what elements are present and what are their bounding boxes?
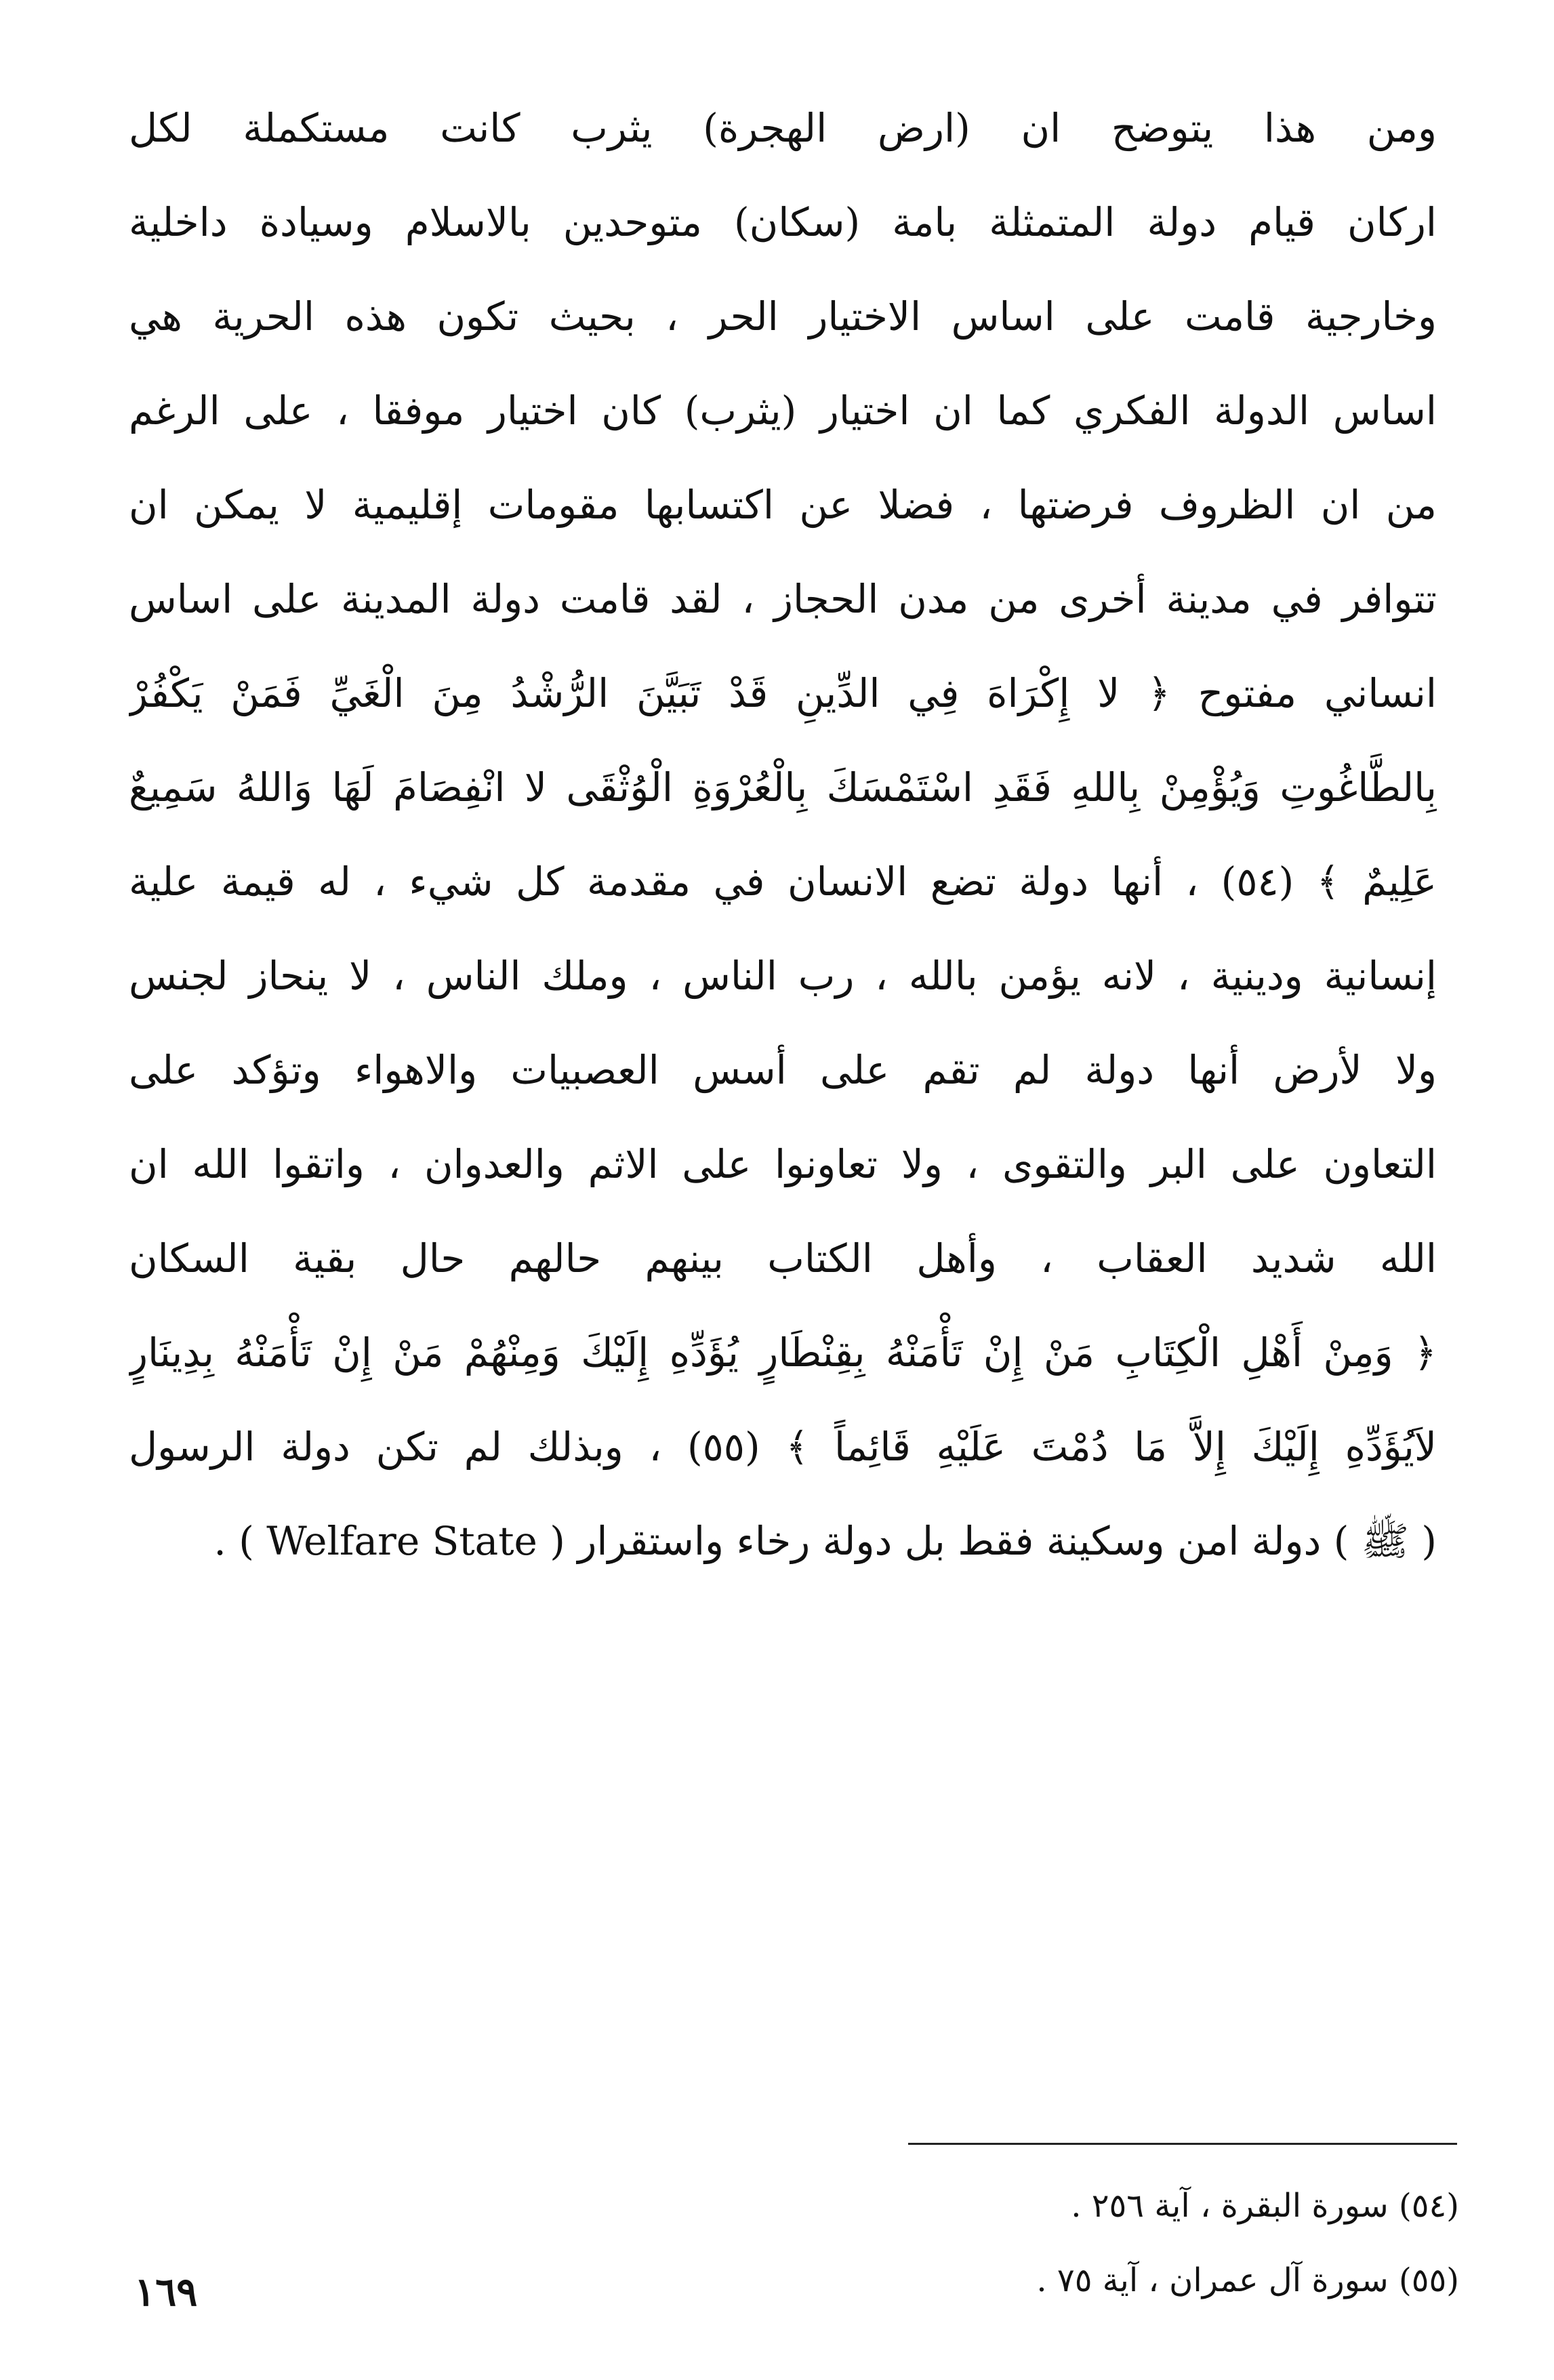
- paragraph-line-4: اساس الدولة الفكري كما ان اختيار (يثرب) كان اختيار موفقا ، على الرغم: [129, 388, 1437, 434]
- paragraph-line-11: ولا لأرض أنها دولة لم تقم على أسس العصبيات والاهواء وتؤكد على: [129, 1047, 1437, 1093]
- paragraph-line-13: الله شديد العقاب ، وأهل الكتاب بينهم حالهم حال بقية السكان: [129, 1235, 1437, 1281]
- paragraph-line-3: وخارجية قامت على اساس الاختيار الحر ، بحيث تكون هذه الحرية هي: [129, 293, 1437, 340]
- paragraph-line-9: عَلِيمٌ ﴾ (٥٤) ، أنها دولة تضع الانسان في مقدمة كل شيء ، له قيمة علية: [129, 859, 1437, 905]
- paragraph-line-12: التعاون على البر والتقوى ، ولا تعاونوا على الاثم والعدوان ، واتقوا الله ان: [129, 1141, 1437, 1187]
- paragraph-line-15: لاَيُؤَدِّهِ إِلَيْكَ إِلاَّ مَا دُمْتَ عَلَيْهِ قَائِماً ﴾ (٥٥) ، وبذلك لم تكن دولة الرسول: [129, 1424, 1437, 1470]
- paragraph-line-14: ﴿ وَمِنْ أَهْلِ الْكِتَابِ مَنْ إِنْ تَأْمَنْهُ بِقِنْطَارٍ يُؤَدِّهِ إِلَيْكَ وَمِنْهُمْ مَنْ إِنْ تَأْمَنْهُ بِدِينَارٍ: [129, 1330, 1437, 1376]
- paragraph-line-1: ومن هذا يتوضح ان (ارض الهجرة) يثرب كانت مستكملة لكل: [129, 105, 1437, 151]
- paragraph-line-10: إنسانية ودينية ، لانه يؤمن بالله ، رب الناس ، وملك الناس ، لا ينحاز لجنس: [129, 953, 1437, 999]
- footnotes: [781, 2169, 1459, 2318]
- paragraph-line-8: بِالطَّاغُوتِ وَيُؤْمِنْ بِاللهِ فَقَدِ اسْتَمْسَكَ بِالْعُرْوَةِ الْوُثْقَى لا انْفِصَامَ لَهَا وَاللهُ سَمِيعٌ: [129, 764, 1437, 811]
- footnote-55: (٥٥) سورة آل عمران ، آية ٧٥ .: [1036, 2261, 1459, 2299]
- paragraph-line-5: من ان الظروف فرضتها ، فضلا عن اكتسابها مقومات إقليمية لا يمكن ان: [129, 482, 1437, 528]
- footnote-separator: [908, 2143, 1457, 2145]
- paragraph-line-2: اركان قيام دولة المتمثلة بامة (سكان) متوحدين بالاسلام وسيادة داخلية: [129, 199, 1437, 245]
- main-paragraph: [129, 81, 1437, 1588]
- page-number: ١٦٩: [134, 2269, 198, 2315]
- footnote-54: (٥٤) سورة البقرة ، آية ٢٥٦ .: [1071, 2187, 1459, 2225]
- paragraph-line-7: انساني مفتوح ﴿ لا إِكْرَاهَ فِي الدِّينِ قَدْ تَبَيَّنَ الرُّشْدُ مِنَ الْغَيِّ فَمَنْ يَكْفُرْ: [129, 670, 1437, 716]
- paragraph-line-6: تتوافر في مدينة أخرى من مدن الحجاز ، لقد قامت دولة المدينة على اساس: [129, 576, 1437, 622]
- paragraph-line-16: ( ﷺ ) دولة امن وسكينة فقط بل دولة رخاء واستقرار ( Welfare State ) .: [213, 1518, 1437, 1564]
